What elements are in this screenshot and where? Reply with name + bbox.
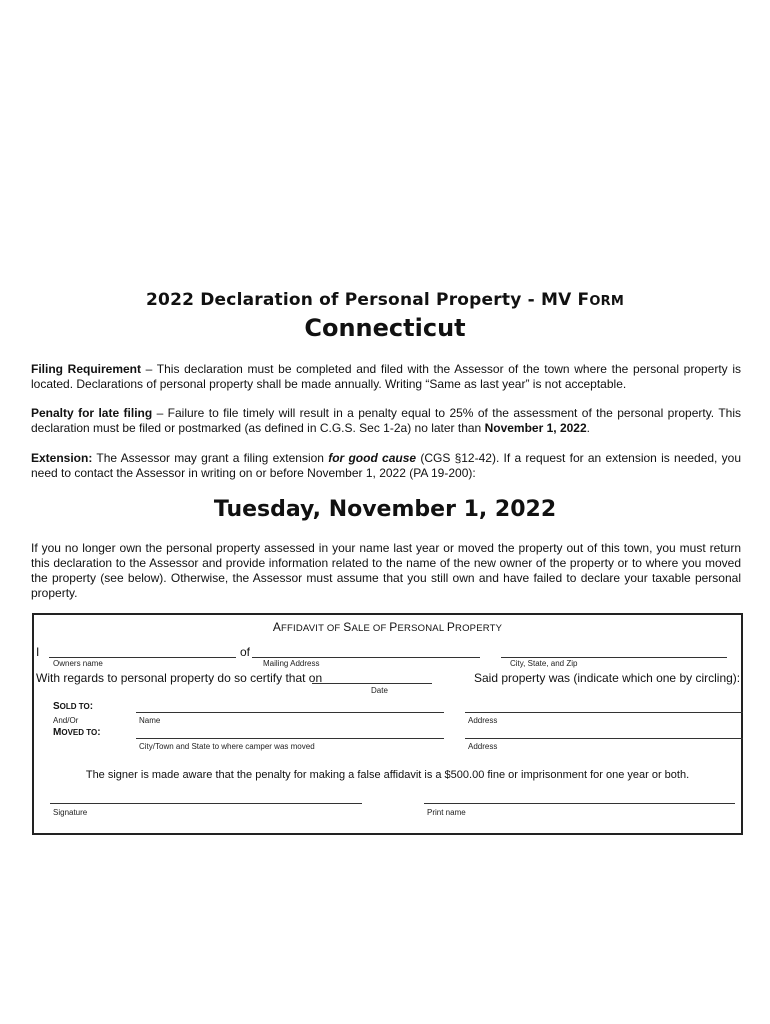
form-title: 2022 Declaration of Personal Property - MV FORM [146, 290, 624, 310]
city-state-zip-caption: City, State, and Zip [510, 659, 578, 668]
sold-to-label: SOLD TO: [53, 701, 94, 712]
of-label: of [240, 645, 251, 659]
penalty-label: Penalty for late filing [31, 406, 153, 420]
said-property-text: Said property was (indicate which one by circling): [474, 671, 741, 685]
name-caption: Name [139, 716, 161, 725]
extension-paragraph: Extension: The Assessor may grant a filing extension for good cause (CGS §12-42). If a request for an extension is needed, you need to contact the Assessor in writing on or before November 1, 2022 (PA 19-200): [31, 451, 741, 480]
owners-name-caption: Owners name [53, 659, 103, 668]
i-label: I [36, 645, 40, 659]
mailing-address-field[interactable] [252, 657, 480, 658]
certify-text: With regards to personal property do so certify that on [36, 671, 323, 685]
good-cause-emphasis: for good cause [328, 451, 417, 465]
address-caption-2: Address [468, 742, 498, 751]
affidavit-title: AFFIDAVIT OF SALE OF PERSONAL PROPERTY [272, 620, 503, 634]
moved-to-city-field[interactable] [136, 738, 444, 739]
city-state-zip-field[interactable] [501, 657, 727, 658]
state-title: Connecticut [304, 314, 466, 342]
address-caption-1: Address [468, 716, 498, 725]
penalty-paragraph: Penalty for late filing – Failure to file timely will result in a penalty equal to 25% of the assessment of the personal property. This declaration must be filed or postmarked (as defined in C.G.S. Sec 1-2a) no later than November 1, 2022. [31, 406, 741, 435]
extension-label: Extension: [31, 451, 93, 465]
moved-to-label: MOVED TO: [53, 727, 101, 738]
print-name-field[interactable] [424, 803, 735, 804]
sold-to-name-field[interactable] [136, 712, 444, 713]
moved-to-address-field[interactable] [465, 738, 743, 739]
signature-field[interactable] [50, 803, 362, 804]
and-or-label: And/Or [53, 716, 79, 725]
deadline-date: November 1, 2022 [484, 421, 587, 435]
false-affidavit-warning: The signer is made aware that the penalty for making a false affidavit is a $500.00 fine or imprisonment for one year or both. [85, 769, 690, 781]
notice-paragraph: If you no longer own the personal property assessed in your name last year or moved the property out of this town, you must return this declaration to the Assessor and provide information related to the name of the new owner of the property or to where you moved the property (see below). Otherwise, the Assessor must assume that you still own and have failed to declare your taxable personal property. [31, 541, 741, 600]
owners-name-field[interactable] [49, 657, 236, 658]
sold-to-address-field[interactable] [465, 712, 743, 713]
date-caption: Date [371, 686, 388, 695]
signature-caption: Signature [53, 808, 88, 817]
date-field[interactable] [312, 683, 432, 684]
due-date-heading: Tuesday, November 1, 2022 [213, 497, 557, 522]
city-town-caption: City/Town and State to where camper was moved [139, 742, 315, 751]
filing-requirement-paragraph: Filing Requirement – This declaration must be completed and filed with the Assessor of the town where the personal property is located. Declarations of personal property shall be made annually. Writing “Same as last year” is not acceptable. [31, 362, 741, 391]
mailing-address-caption: Mailing Address [263, 659, 320, 668]
print-name-caption: Print name [427, 808, 466, 817]
filing-requirement-label: Filing Requirement [31, 362, 142, 376]
